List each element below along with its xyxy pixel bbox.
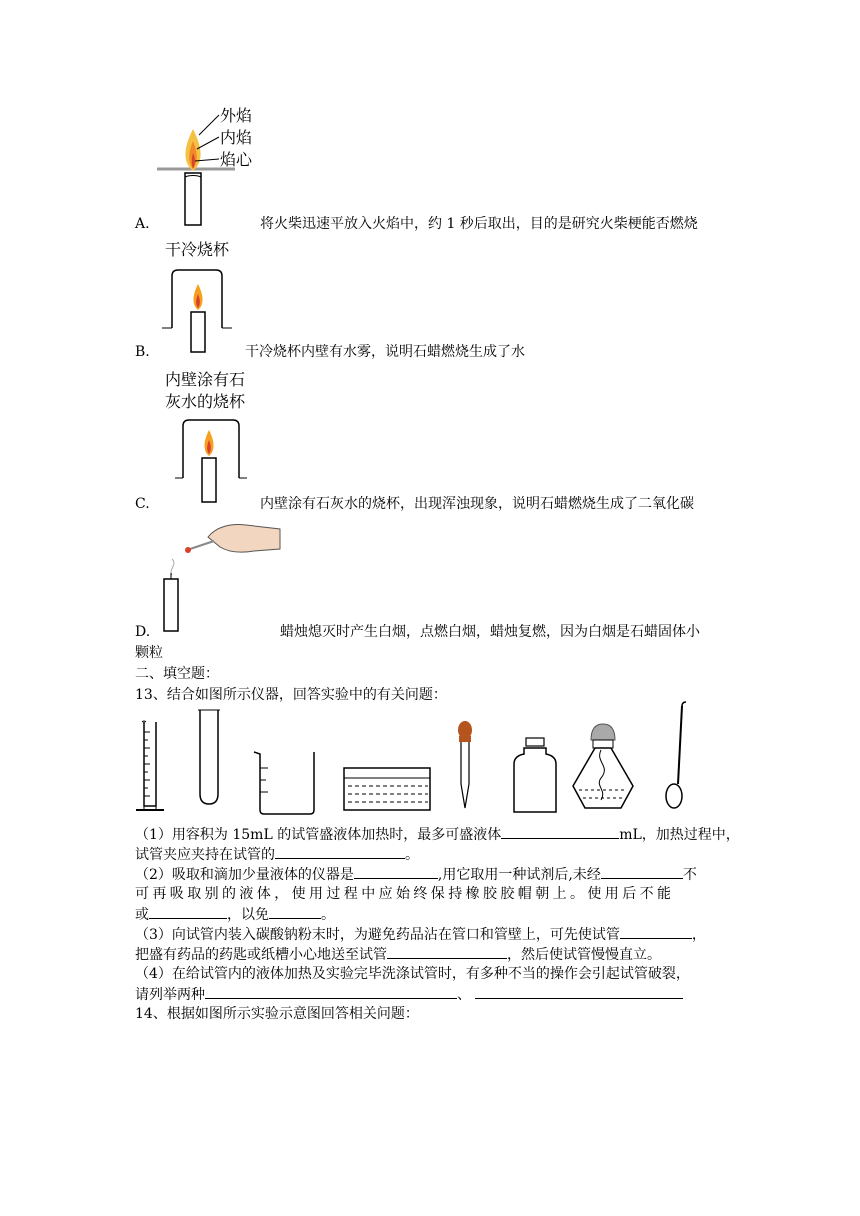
section-heading: 二、填空题：	[135, 666, 219, 682]
q13-p2-text-b: ,用它取用一种试剂后,未经	[437, 867, 601, 883]
q13-p1-text-a: （1）用容积为 15mL 的试管盛液体加热时，最多可盛液体	[135, 827, 502, 843]
q13-p2-line3	[135, 904, 335, 925]
q13-p1-line2	[135, 844, 419, 865]
q13-p2-text-a: （2）吸取和滴加少量液体的仪器是	[135, 867, 354, 883]
limewater-beaker-candle-diagram	[175, 416, 255, 506]
q13-p2-text-d: 或	[135, 907, 149, 923]
q13-p2-blank-misuse1[interactable]	[149, 904, 227, 919]
q13-p1-blank-position[interactable]	[275, 844, 405, 859]
option-c-caption-line2: 灰水的烧杯	[165, 392, 246, 411]
dropper-icon	[454, 720, 476, 812]
q13-p1-text-b: mL，加热过程中，	[619, 827, 740, 843]
q13-p4-text-b: 请列举两种	[135, 987, 205, 1003]
option-a-text: 将火柴迅速平放入火焰中，约 1 秒后取出，目的是研究火柴梗能否燃烧	[260, 216, 698, 232]
option-d-text-line2: 颗粒	[135, 645, 163, 661]
beaker-icon	[250, 748, 320, 818]
option-b-text: 干冷烧杯内壁有水雾，说明石蜡燃烧生成了水	[245, 344, 525, 360]
option-b-label: B.	[135, 344, 150, 360]
q13-p4-line2	[135, 984, 683, 1005]
q13-p4-text-c: 、	[457, 987, 471, 1003]
q13-p4-blank-answer1[interactable]	[205, 984, 457, 999]
q13-p1-text-c: 试管夹应夹持在试管的	[135, 847, 275, 863]
q13-p3-line2	[135, 944, 661, 965]
combustion-spoon-icon	[660, 700, 692, 812]
q13-p2-blank-wash[interactable]	[601, 864, 683, 879]
q13-p2-text-f: 。	[321, 907, 335, 923]
q13-p2-line2: 可再吸取别的液体，使用过程中应始终保持橡胶胶帽朝上。使用后不能	[135, 886, 675, 902]
q13-p2-text-e: ，以免	[227, 907, 269, 923]
q13-p2-blank-instrument[interactable]	[354, 864, 438, 879]
q13-p3-line1	[135, 924, 706, 945]
q13-p3-text-b: ，	[691, 927, 706, 943]
q13-p1-blank-volume[interactable]	[501, 824, 619, 839]
q13-p3-text-d: ，然后使试管慢慢直立。	[507, 947, 661, 963]
q13-p2-blank-consequence[interactable]	[269, 904, 321, 919]
q13-p2-line1	[135, 864, 697, 885]
q13-p3-blank-location[interactable]	[387, 944, 507, 959]
flame-label-core: 焰心	[220, 150, 253, 169]
option-c-label: C.	[135, 496, 150, 512]
candle-flame-diagram	[155, 105, 275, 230]
q13-p4-blank-answer2[interactable]	[475, 984, 683, 999]
hand-lighting-smoke-diagram	[150, 515, 290, 635]
q13-p4-line1: （4）在给试管内的液体加热及实验完毕洗涤试管时，有多种不当的操作会引起试管破裂，	[135, 966, 690, 982]
option-c-text: 内壁涂有石灰水的烧杯，出现浑浊现象，说明石蜡燃烧生成了二氧化碳	[260, 496, 694, 512]
option-c-caption-line1: 内壁涂有石	[165, 370, 246, 389]
q14-title: 14、根据如图所示实验示意图回答相关问题：	[135, 1006, 419, 1022]
q13-p2-text-c: 不	[682, 867, 697, 883]
alcohol-lamp-icon	[565, 720, 640, 812]
option-d-text-line1: 蜡烛熄灭时产生白烟，点燃白烟，蜡烛复燃，因为白烟是石蜡固体小	[280, 624, 700, 640]
q13-title: 13、结合如图所示仪器，回答实验中的有关问题：	[135, 687, 447, 703]
test-tube-icon	[194, 708, 224, 808]
dry-beaker-candle-diagram	[160, 266, 240, 356]
flame-label-outer: 外焰	[220, 106, 253, 125]
q13-p1-line1	[135, 824, 740, 845]
option-b-caption: 干冷烧杯	[165, 240, 230, 259]
q13-p3-blank-tilt[interactable]	[620, 924, 692, 939]
reagent-bottle-icon	[510, 736, 560, 816]
q13-p3-text-c: 把盛有药品的药匙或纸槽小心地送至试管	[135, 947, 387, 963]
flame-label-inner: 内焰	[220, 128, 253, 147]
option-a-label: A.	[135, 216, 150, 232]
measuring-cylinder-icon	[130, 718, 170, 818]
q13-p1-text-d: 。	[405, 847, 419, 863]
q13-p3-text-a: （3）向试管内装入碳酸钠粉末时，为避免药品沾在管口和管壁上，可先使试管	[135, 927, 620, 943]
option-d-label: D.	[135, 624, 151, 640]
water-trough-icon	[340, 764, 435, 814]
